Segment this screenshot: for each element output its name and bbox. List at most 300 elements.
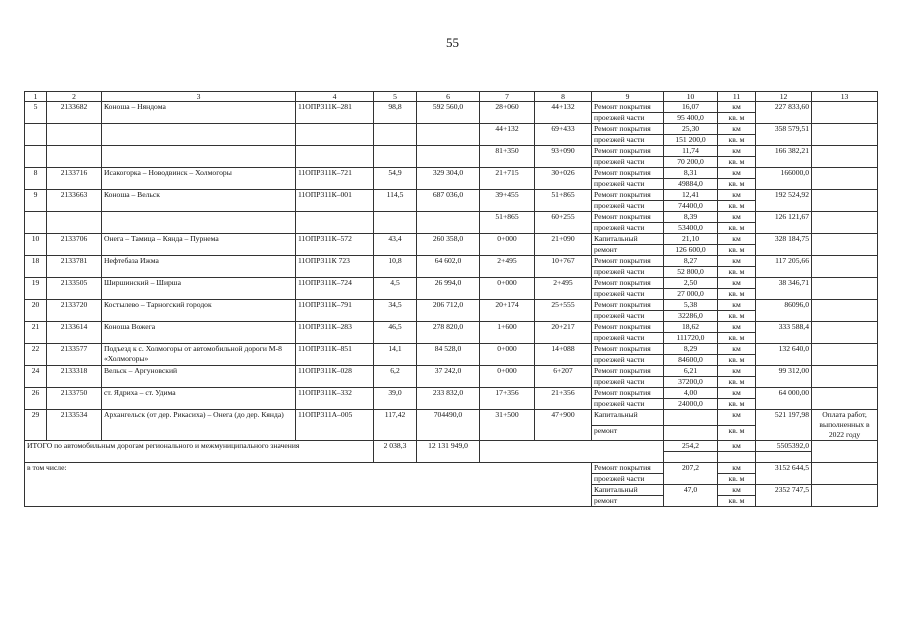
length-km: 18,62 (664, 322, 718, 333)
segment-end: 25+555 (535, 300, 592, 322)
length-km: 8,31 (664, 168, 718, 179)
table-row (25, 256, 878, 267)
including-cost: 2352 747,5 (756, 485, 812, 507)
unit-sqm: кв. м (718, 333, 756, 344)
area-sqm: 32286,0 (664, 311, 718, 322)
note (812, 212, 878, 234)
cost: 192 524,92 (756, 190, 812, 212)
row-number: 20 (25, 300, 47, 322)
column-number: 7 (480, 92, 535, 102)
unit-sqm: кв. м (718, 311, 756, 322)
including-work-type: Капитальный (592, 485, 664, 496)
length-km: 4,00 (664, 388, 718, 399)
area-sqm: 37200,0 (664, 377, 718, 388)
cost: 328 184,75 (756, 234, 812, 256)
work-type: Капитальный (592, 234, 664, 245)
road-code (47, 124, 102, 146)
total-cost: 5505392,0 (756, 441, 812, 452)
including-work-type-cont: проезжей части (592, 474, 664, 485)
row-number: 10 (25, 234, 47, 256)
unit-sqm: кв. м (718, 113, 756, 124)
work-type: Капитальный (592, 410, 664, 426)
road-length (374, 212, 417, 234)
road-name: Исакогорка – Новодвинск – Холмогоры (102, 168, 296, 190)
unit-km: км (718, 168, 756, 179)
row-number (25, 124, 47, 146)
area-sqm: 126 600,0 (664, 245, 718, 256)
unit-sqm: кв. м (718, 223, 756, 234)
table-row (25, 234, 878, 245)
road-code: 2133682 (47, 102, 102, 124)
column-number: 5 (374, 92, 417, 102)
note (812, 146, 878, 168)
road-length: 114,5 (374, 190, 417, 212)
unit-km: км (718, 322, 756, 333)
row-number: 5 (25, 102, 47, 124)
segment-end: 69+433 (535, 124, 592, 146)
cost: 227 833,60 (756, 102, 812, 124)
column-number: 12 (756, 92, 812, 102)
length-km (664, 410, 718, 426)
cost: 86096,0 (756, 300, 812, 322)
road-name: Коноша Вожега (102, 322, 296, 344)
table-row (25, 410, 878, 426)
table-row (25, 190, 878, 201)
work-type-cont: ремонт (592, 425, 664, 441)
unit-km: км (718, 300, 756, 311)
road-length (374, 124, 417, 146)
total-empty (480, 441, 664, 463)
segment-start: 31+500 (480, 410, 535, 441)
row-number: 18 (25, 256, 47, 278)
note (812, 234, 878, 256)
total-km: 254,2 (664, 441, 718, 452)
road-name: Нефтебаза Ижма (102, 256, 296, 278)
road-code: 2133663 (47, 190, 102, 212)
road-name (102, 212, 296, 234)
unit-sqm: кв. м (718, 425, 756, 441)
table-row (25, 146, 878, 157)
note (812, 256, 878, 278)
note (812, 300, 878, 322)
work-type-cont: проезжей части (592, 289, 664, 300)
unit-sqm: кв. м (718, 267, 756, 278)
cost: 126 121,67 (756, 212, 812, 234)
road-code: 2133505 (47, 278, 102, 300)
work-type: Ремонт покрытия (592, 344, 664, 355)
road-code: 2133577 (47, 344, 102, 366)
column-number: 9 (592, 92, 664, 102)
road-area: 233 832,0 (417, 388, 480, 410)
unit-sqm: кв. м (718, 377, 756, 388)
total-unit-cont (718, 452, 756, 463)
unit-sqm: кв. м (718, 355, 756, 366)
work-type-cont: проезжей части (592, 135, 664, 146)
note (812, 344, 878, 366)
road-code: 2133720 (47, 300, 102, 322)
segment-end: 14+088 (535, 344, 592, 366)
note (812, 366, 878, 388)
unit-km: км (718, 344, 756, 355)
unit-sqm: кв. м (718, 179, 756, 190)
column-number: 1 (25, 92, 47, 102)
road-name: Коноша – Вельск (102, 190, 296, 212)
table-row (25, 366, 878, 377)
road-id: 11ОПР311К–283 (296, 322, 374, 344)
cost: 64 000,00 (756, 388, 812, 410)
table-row (25, 212, 878, 223)
table-row (25, 344, 878, 355)
segment-start: 51+865 (480, 212, 535, 234)
work-type: Ремонт покрытия (592, 322, 664, 333)
table-row (25, 300, 878, 311)
cost: 521 197,98 (756, 410, 812, 441)
unit-km: км (718, 256, 756, 267)
column-number: 4 (296, 92, 374, 102)
note (812, 190, 878, 212)
road-length: 43,4 (374, 234, 417, 256)
column-number: 8 (535, 92, 592, 102)
road-id: 11ОПР311К–332 (296, 388, 374, 410)
unit-sqm: кв. м (718, 201, 756, 212)
column-number: 6 (417, 92, 480, 102)
table-row (25, 168, 878, 179)
work-type-cont: проезжей части (592, 333, 664, 344)
length-km: 16,07 (664, 102, 718, 113)
road-name: Онега – Тамица – Кянда – Пурнема (102, 234, 296, 256)
length-km: 8,27 (664, 256, 718, 267)
total-label: ИТОГО по автомобильным дорогам регионального и межмуниципального значения (25, 441, 374, 463)
road-area: 592 560,0 (417, 102, 480, 124)
cost: 358 579,51 (756, 124, 812, 146)
work-type: Ремонт покрытия (592, 212, 664, 223)
road-area: 37 242,0 (417, 366, 480, 388)
segment-end: 2+495 (535, 278, 592, 300)
work-type: Ремонт покрытия (592, 168, 664, 179)
road-area (417, 212, 480, 234)
road-repair-table (24, 91, 878, 507)
unit-sqm: кв. м (718, 245, 756, 256)
segment-end: 93+090 (535, 146, 592, 168)
work-type-cont: проезжей части (592, 223, 664, 234)
area-sqm: 95 400,0 (664, 113, 718, 124)
row-number: 19 (25, 278, 47, 300)
work-type-cont: проезжей части (592, 355, 664, 366)
column-number: 10 (664, 92, 718, 102)
table-row (25, 124, 878, 135)
work-type-cont: проезжей части (592, 267, 664, 278)
column-number: 3 (102, 92, 296, 102)
area-sqm: 74400,0 (664, 201, 718, 212)
length-km: 12,41 (664, 190, 718, 201)
road-area: 704490,0 (417, 410, 480, 441)
road-code: 2133781 (47, 256, 102, 278)
road-area: 206 712,0 (417, 300, 480, 322)
work-type-cont: проезжей части (592, 311, 664, 322)
segment-start: 2+495 (480, 256, 535, 278)
segment-start: 17+356 (480, 388, 535, 410)
road-id (296, 146, 374, 168)
note: Оплата работ, выполненных в 2022 году (812, 410, 878, 441)
road-area (417, 146, 480, 168)
including-km: 207,2 (664, 463, 718, 485)
unit-km: км (718, 366, 756, 377)
row-number: 9 (25, 190, 47, 212)
length-km: 21,10 (664, 234, 718, 245)
unit-sqm: кв. м (718, 135, 756, 146)
road-repair-table-container (24, 91, 877, 507)
length-km: 25,30 (664, 124, 718, 135)
note (812, 102, 878, 124)
page-number: 55 (446, 35, 459, 50)
road-code: 2133318 (47, 366, 102, 388)
road-id (296, 212, 374, 234)
column-number-row (25, 92, 878, 102)
total-row (25, 441, 878, 452)
road-length (374, 146, 417, 168)
row-number: 26 (25, 388, 47, 410)
area-sqm (664, 425, 718, 441)
road-code: 2133706 (47, 234, 102, 256)
unit-km: км (718, 388, 756, 399)
road-code (47, 146, 102, 168)
road-area: 329 304,0 (417, 168, 480, 190)
cost: 132 640,0 (756, 344, 812, 366)
road-id: 11ОПР311А–005 (296, 410, 374, 441)
row-number: 29 (25, 410, 47, 441)
work-type-cont: проезжей части (592, 377, 664, 388)
segment-start: 20+174 (480, 300, 535, 322)
including-work-type-cont: ремонт (592, 496, 664, 507)
cost: 99 312,00 (756, 366, 812, 388)
segment-start: 0+000 (480, 344, 535, 366)
including-work-type: Ремонт покрытия (592, 463, 664, 474)
road-id: 11ОПР311К–001 (296, 190, 374, 212)
segment-end: 20+217 (535, 322, 592, 344)
including-unit-km: км (718, 463, 756, 474)
total-note (812, 441, 878, 463)
work-type: Ремонт покрытия (592, 256, 664, 267)
road-name (102, 124, 296, 146)
road-area: 84 528,0 (417, 344, 480, 366)
cost: 333 588,4 (756, 322, 812, 344)
total-cost-cont (756, 452, 812, 463)
table-row (25, 278, 878, 289)
road-code: 2133614 (47, 322, 102, 344)
cost: 166000,0 (756, 168, 812, 190)
including-cost: 3152 644,5 (756, 463, 812, 485)
area-sqm: 151 200,0 (664, 135, 718, 146)
total-km-cont (664, 452, 718, 463)
work-type: Ремонт покрытия (592, 388, 664, 399)
segment-start: 39+455 (480, 190, 535, 212)
work-type: Ремонт покрытия (592, 190, 664, 201)
segment-start: 0+000 (480, 366, 535, 388)
segment-end: 21+090 (535, 234, 592, 256)
work-type: Ремонт покрытия (592, 300, 664, 311)
road-length: 54,9 (374, 168, 417, 190)
including-km: 47,0 (664, 485, 718, 507)
note (812, 124, 878, 146)
road-id: 11ОПР311К–721 (296, 168, 374, 190)
work-type: Ремонт покрытия (592, 146, 664, 157)
road-length: 6,2 (374, 366, 417, 388)
note (812, 168, 878, 190)
row-number: 21 (25, 322, 47, 344)
road-id: 11ОПР311К–791 (296, 300, 374, 322)
note (812, 278, 878, 300)
road-length: 34,5 (374, 300, 417, 322)
segment-end: 6+207 (535, 366, 592, 388)
including-unit-sqm: кв. м (718, 496, 756, 507)
table-row (25, 322, 878, 333)
cost: 38 346,71 (756, 278, 812, 300)
unit-km: км (718, 124, 756, 135)
road-name (102, 146, 296, 168)
area-sqm: 53400,0 (664, 223, 718, 234)
unit-km: км (718, 410, 756, 426)
cost: 166 382,21 (756, 146, 812, 168)
road-area: 278 820,0 (417, 322, 480, 344)
work-type: Ремонт покрытия (592, 366, 664, 377)
note (812, 388, 878, 410)
work-type: Ремонт покрытия (592, 278, 664, 289)
length-km: 8,29 (664, 344, 718, 355)
road-length: 4,5 (374, 278, 417, 300)
row-number: 8 (25, 168, 47, 190)
unit-sqm: кв. м (718, 289, 756, 300)
road-area: 687 036,0 (417, 190, 480, 212)
including-note (812, 485, 878, 507)
segment-end: 47+900 (535, 410, 592, 441)
road-length: 46,5 (374, 322, 417, 344)
unit-km: км (718, 146, 756, 157)
row-number: 22 (25, 344, 47, 366)
road-id: 11ОПР311К 723 (296, 256, 374, 278)
segment-end: 10+767 (535, 256, 592, 278)
area-sqm: 24000,0 (664, 399, 718, 410)
road-id: 11ОПР311К–572 (296, 234, 374, 256)
segment-start: 0+000 (480, 234, 535, 256)
road-name: Архангельск (от дер. Рикасиха) – Онега (до дер. Кянда) (102, 410, 296, 441)
road-id: 11ОПР311К–724 (296, 278, 374, 300)
length-km: 11,74 (664, 146, 718, 157)
area-sqm: 52 800,0 (664, 267, 718, 278)
road-area: 260 358,0 (417, 234, 480, 256)
table-row (25, 388, 878, 399)
unit-km: км (718, 234, 756, 245)
length-km: 2,50 (664, 278, 718, 289)
length-km: 5,38 (664, 300, 718, 311)
total-length: 2 038,3 (374, 441, 417, 463)
road-name: Костылево – Тарногский городок (102, 300, 296, 322)
segment-start: 28+060 (480, 102, 535, 124)
segment-end: 44+132 (535, 102, 592, 124)
column-number: 11 (718, 92, 756, 102)
length-km: 6,21 (664, 366, 718, 377)
unit-km: км (718, 212, 756, 223)
road-id: 11ОПР311К–281 (296, 102, 374, 124)
road-name: Вельск – Аргуновский (102, 366, 296, 388)
area-sqm: 111720,0 (664, 333, 718, 344)
row-number (25, 146, 47, 168)
work-type-cont: проезжей части (592, 113, 664, 124)
road-length: 39,0 (374, 388, 417, 410)
cost: 117 205,66 (756, 256, 812, 278)
road-id (296, 124, 374, 146)
work-type-cont: проезжей части (592, 201, 664, 212)
segment-end: 30+026 (535, 168, 592, 190)
work-type: Ремонт покрытия (592, 124, 664, 135)
road-area (417, 124, 480, 146)
unit-sqm: кв. м (718, 399, 756, 410)
road-length: 98,8 (374, 102, 417, 124)
including-label: в том числе: (25, 463, 592, 507)
segment-start: 44+132 (480, 124, 535, 146)
unit-sqm: кв. м (718, 157, 756, 168)
length-km: 8,39 (664, 212, 718, 223)
column-number: 2 (47, 92, 102, 102)
segment-start: 1+600 (480, 322, 535, 344)
segment-start: 0+000 (480, 278, 535, 300)
segment-start: 81+350 (480, 146, 535, 168)
segment-end: 21+356 (535, 388, 592, 410)
row-number: 24 (25, 366, 47, 388)
unit-km: км (718, 102, 756, 113)
road-name: ст. Ядриха – ст. Удима (102, 388, 296, 410)
including-unit-km: км (718, 485, 756, 496)
area-sqm: 84600,0 (664, 355, 718, 366)
road-length: 14,1 (374, 344, 417, 366)
road-code: 2133534 (47, 410, 102, 441)
road-length: 117,42 (374, 410, 417, 441)
road-id: 11ОПР311К–851 (296, 344, 374, 366)
work-type-cont: ремонт (592, 245, 664, 256)
segment-end: 51+865 (535, 190, 592, 212)
row-number (25, 212, 47, 234)
including-note (812, 463, 878, 485)
work-type: Ремонт покрытия (592, 102, 664, 113)
work-type-cont: проезжей части (592, 399, 664, 410)
unit-km: км (718, 190, 756, 201)
road-area: 26 994,0 (417, 278, 480, 300)
road-code: 2133716 (47, 168, 102, 190)
unit-km: км (718, 278, 756, 289)
area-sqm: 70 200,0 (664, 157, 718, 168)
area-sqm: 27 000,0 (664, 289, 718, 300)
work-type-cont: проезжей части (592, 179, 664, 190)
road-id: 11ОПР311К–028 (296, 366, 374, 388)
segment-end: 60+255 (535, 212, 592, 234)
road-code: 2133750 (47, 388, 102, 410)
area-sqm: 49884,0 (664, 179, 718, 190)
road-name: Ширшинский – Ширша (102, 278, 296, 300)
including-row (25, 463, 878, 474)
note (812, 322, 878, 344)
total-area: 12 131 949,0 (417, 441, 480, 463)
total-unit: км (718, 441, 756, 452)
table-row (25, 102, 878, 113)
road-name: Коноша – Няндома (102, 102, 296, 124)
segment-start: 21+715 (480, 168, 535, 190)
road-name: Подъезд к с. Холмогоры от автомобильной дороги М-8 «Холмогоры» (102, 344, 296, 366)
road-area: 64 602,0 (417, 256, 480, 278)
column-number: 13 (812, 92, 878, 102)
work-type-cont: проезжей части (592, 157, 664, 168)
road-length: 10,8 (374, 256, 417, 278)
road-code (47, 212, 102, 234)
including-unit-sqm: кв. м (718, 474, 756, 485)
